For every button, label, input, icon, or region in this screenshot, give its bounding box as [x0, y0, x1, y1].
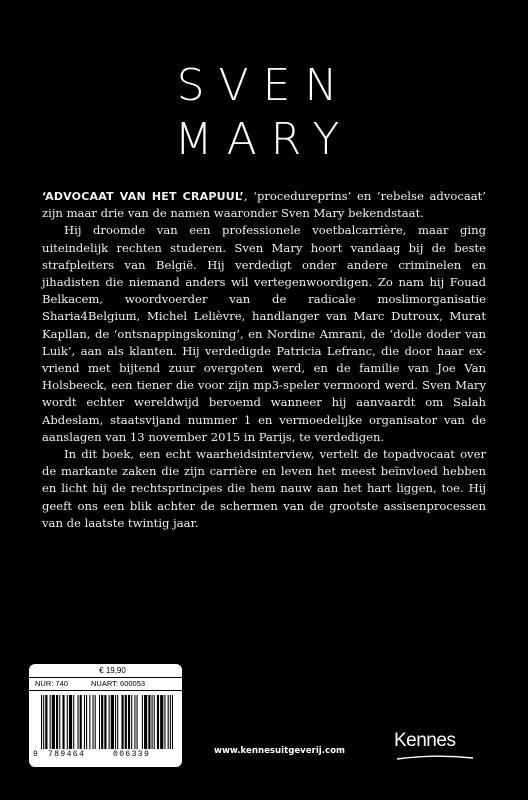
- nur-row: [29, 678, 182, 691]
- barcode-digits-left: 789464: [48, 750, 86, 759]
- barcode-bar: [93, 695, 94, 749]
- nur-code: NUR: 740: [35, 679, 68, 688]
- publisher-logo: Kennes: [394, 730, 456, 751]
- blurb-paragraph-1-rest: , ‘procedureprins’ en ‘rebelse advocaat’ zijn maar drie van de namen waaronder Sven Mary bekendstaat.: [42, 189, 486, 221]
- barcode-bar: [45, 695, 47, 749]
- barcode-bar: [160, 695, 163, 749]
- barcode-bar: [41, 695, 42, 749]
- barcode-bar: [115, 695, 116, 749]
- title-line-2: MARY: [174, 114, 354, 165]
- barcode-bar: [109, 695, 110, 749]
- barcode-bar: [144, 695, 147, 749]
- barcode-bar: [73, 695, 74, 749]
- barcode-bar: [50, 695, 51, 749]
- barcode-bar: [164, 695, 165, 749]
- barcode-bar: [142, 695, 143, 749]
- barcode-bar: [59, 695, 60, 749]
- barcode-bar: [84, 695, 85, 749]
- barcode-bar: [137, 695, 138, 749]
- barcode-bar: [168, 695, 169, 749]
- price: € 19,90: [99, 666, 126, 675]
- barcode-bar: [154, 695, 155, 749]
- barcode-bar: [52, 695, 55, 749]
- barcode-bar: [69, 695, 72, 749]
- barcode-bar: [89, 695, 90, 749]
- publisher-website: www.kennesuitgeverij.com: [214, 746, 345, 756]
- barcode-digits-right: 006339: [113, 750, 151, 759]
- barcode-bar: [172, 695, 173, 749]
- barcode-bar: [56, 695, 58, 749]
- barcode-label: [29, 664, 182, 767]
- barcode-bar: [148, 695, 150, 749]
- barcode-bar: [157, 695, 159, 749]
- nuart-code: NUART: 600053: [91, 679, 146, 688]
- barcode-bar: [99, 695, 100, 749]
- barcode-bar: [121, 695, 123, 749]
- publisher-logo-swoosh: [395, 754, 475, 762]
- blurb-paragraph-3: In dit boek, een echt waarheidsinterview, vertelt de topadvocaat over de markante zaken die zijn carrière en leven het meest beïnvloed hebben en licht hij de rechtsprincipes die hem nauw aan het hart liggen, toe. Hij geeft ons een blik achter de schermen van de grootste assisenprocessen van de laatste twintig jaar.: [42, 447, 486, 530]
- barcode-bar: [134, 695, 135, 749]
- barcode-bar: [101, 695, 103, 749]
- blurb-paragraph-2: Hij droomde van een professionele voetbalcarrière, maar ging uiteindelijk rechten studeren. Sven Mary hoort vandaag bij de beste strafpleiters van België. Hij verdedigt onder andere criminelen en jihadisten die niemand anders wil vertegenwoordigen. Zo nam hij Fouad Belkacem, woordvoerder van de radicale moslimorganisatie Sharia4Belgium, Michel Lelièvre, handlanger van Marc Dutroux, Murat Kapllan, de ‘ontsnappingskoning’, en Nordine Amrani, de ‘dolle doder van Luik’, aan als klanten. Hij verdedigde Patricia Lefranc, die door haar ex-vriend met bijtend zuur overgoten werd, en de familie van Joe Van Holsbeeck, een tiener die voor zijn mp3-speler vermoord werd. Sven Mary wordt echter wereldwijd beroemd wanneer hij aanvaardt om Salah Abdeslam, staatsvijand nummer 1 en vermoedelijke organisator van de aanslagen van 13 november 2015 in Parijs, te verdedigen.: [42, 223, 486, 444]
- barcode-bar: [80, 695, 82, 749]
- barcode-bar: [117, 695, 118, 749]
- barcode-bar: [111, 695, 114, 749]
- barcode-bar: [152, 695, 153, 749]
- blurb-lead-bold: ‘ADVOCAAT VAN HET CRAPUUL’: [42, 190, 244, 203]
- back-cover-blurb: [42, 188, 486, 532]
- barcode-bar: [43, 695, 44, 749]
- barcode-bars: [41, 695, 173, 751]
- price-row: [29, 664, 182, 678]
- barcode-bar: [67, 695, 68, 749]
- blurb-paragraph-1: [42, 188, 486, 222]
- barcode-digit-first: 9: [33, 750, 38, 759]
- title-line-1: SVEN: [176, 60, 352, 111]
- barcode-bar: [62, 695, 64, 749]
- barcode-bar: [170, 695, 171, 749]
- barcode-bar: [125, 695, 127, 749]
- barcode-bar: [95, 695, 96, 749]
- barcode-bar: [131, 695, 132, 749]
- barcode-bar: [77, 695, 78, 749]
- barcode-bar: [128, 695, 130, 749]
- barcode-bar: [86, 695, 87, 749]
- barcode-bar: [104, 695, 106, 749]
